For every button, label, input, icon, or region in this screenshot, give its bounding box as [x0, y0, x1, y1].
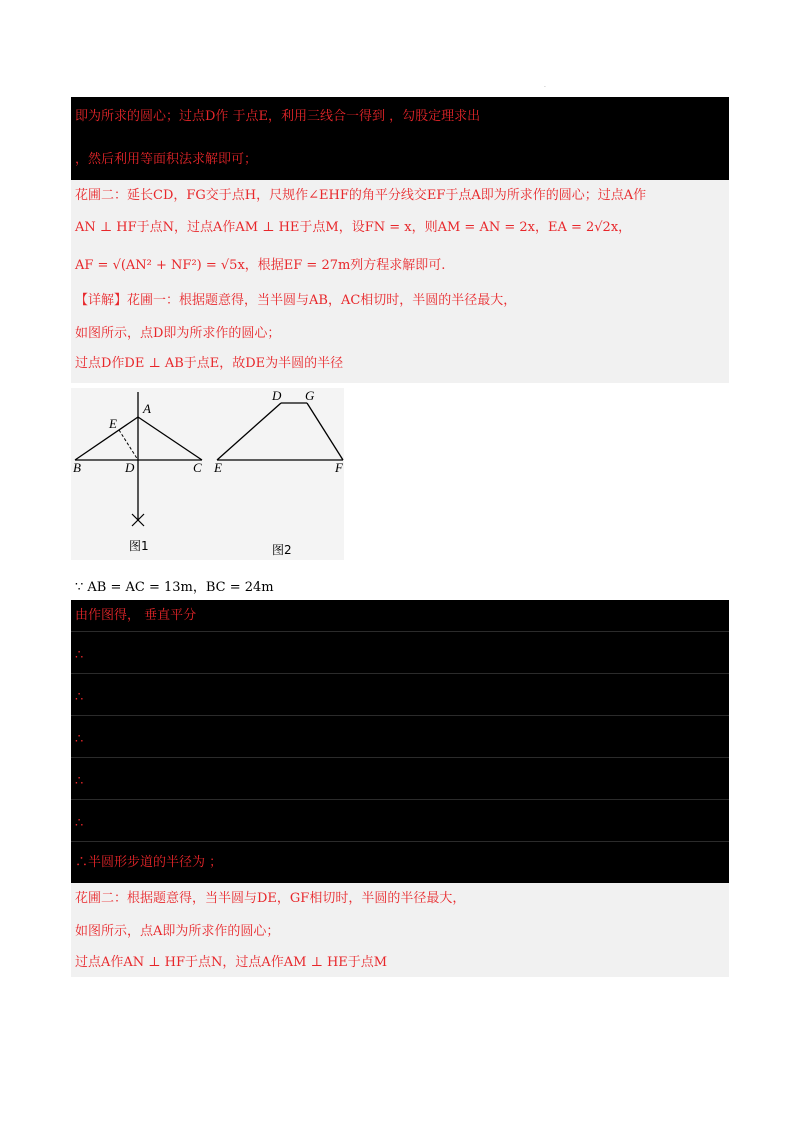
- step-row-2: ∴: [75, 648, 84, 663]
- fig1-label-d: D: [125, 460, 135, 475]
- step-row-6: ∴: [75, 816, 84, 831]
- row-divider: [71, 757, 729, 758]
- detail-line-1: 【详解】花圃一：根据题意得，当半圆与AB，AC相切时，半圆的半径最大，: [75, 293, 517, 308]
- solution-line-3: AF = √(AN² + NF²) = √5x，根据EF = 27m列方程求解即可.: [75, 258, 446, 273]
- fig1-label-c: C: [193, 460, 202, 475]
- figure-background: [71, 388, 344, 560]
- detail-line-2: 如图所示，点D即为所求作的圆心；: [75, 326, 281, 341]
- step-row-4: ∴: [75, 732, 84, 747]
- top-black-block: [71, 97, 729, 180]
- solution-line-2: AN ⊥ HF于点N，过点A作AM ⊥ HE于点M，设FN = x，则AM = AN = 2x，EA = 2√2x，: [75, 220, 632, 235]
- fig1-caption: 图1: [129, 539, 149, 553]
- flowerbed-two-block: [71, 883, 729, 977]
- solution-line-1: 花圃二：延长CD，FG交于点H，尺规作∠EHF的角平分线交EF于点A即为所求作的圆心；过点A作: [75, 188, 647, 203]
- fig2-label-f: F: [335, 460, 343, 475]
- solution-grey-block: [71, 180, 729, 383]
- row-divider: [71, 715, 729, 716]
- fig1-label-b: B: [73, 460, 81, 475]
- given-condition: ∵ AB = AC = 13m，BC = 24m: [75, 580, 274, 595]
- flowerbed-two-line-2: 如图所示，点A即为所求作的圆心；: [75, 924, 280, 939]
- page-mark: ·: [544, 84, 546, 91]
- step-row-5: ∴: [75, 774, 84, 789]
- step-row-3: ∴: [75, 690, 84, 705]
- fig2-label-e: E: [214, 460, 222, 475]
- row-divider: [71, 841, 729, 842]
- detail-line-3: 过点D作DE ⊥ AB于点E，故DE为半圆的半径: [75, 356, 344, 371]
- fig2-label-d: D: [272, 388, 282, 403]
- row-divider: [71, 631, 729, 632]
- redacted-steps-block: [71, 600, 729, 883]
- top-black-line-1: 即为所求的圆心；过点D作 于点E，利用三线合一得到 ，勾股定理求出: [75, 109, 481, 124]
- step-row-7: ∴半圆形步道的半径为 ；: [75, 855, 223, 870]
- geometry-figure: [71, 388, 344, 560]
- top-black-line-2: ，然后利用等面积法求解即可；: [75, 152, 258, 167]
- fig1-label-a: A: [143, 401, 151, 416]
- fig2-caption: 图2: [272, 543, 292, 557]
- row-divider: [71, 673, 729, 674]
- flowerbed-two-line-3: 过点A作AN ⊥ HF于点N，过点A作AM ⊥ HE于点M: [75, 955, 388, 970]
- fig1-label-e: E: [109, 416, 117, 431]
- fig2-label-g: G: [305, 388, 315, 403]
- step-row-1: 由作图得， 垂直平分: [75, 608, 197, 623]
- flowerbed-two-line-1: 花圃二：根据题意得，当半圆与DE，GF相切时，半圆的半径最大，: [75, 891, 466, 906]
- row-divider: [71, 799, 729, 800]
